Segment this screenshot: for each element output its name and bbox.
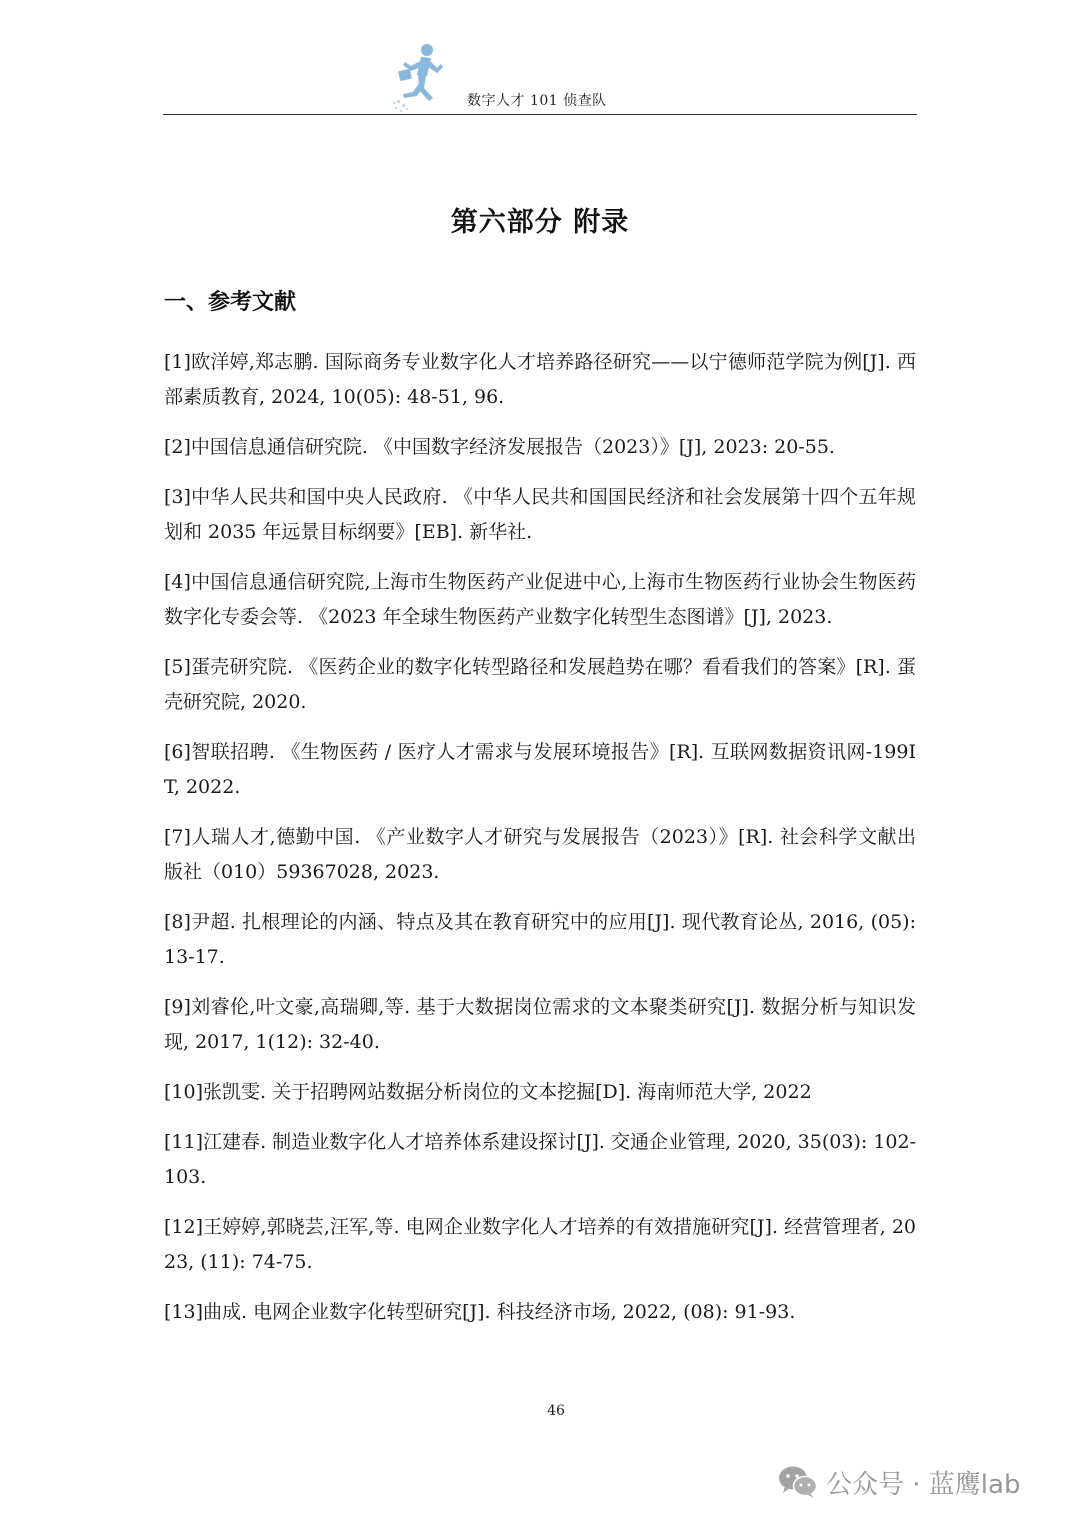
reference-item: [6]智联招聘. 《生物医药 / 医疗人才需求与发展环境报告》[R]. 互联网数据资讯网-199IT, 2022. (164, 741, 916, 798)
reference-item: [1]欧洋婷,郑志鹏. 国际商务专业数字化人才培养路径研究——以宁德师范学院为例[J]. 西部素质教育, 2024, 10(05): 48-51, 96. (164, 351, 916, 408)
reference-item: [7]人瑞人才,德勤中国. 《产业数字人才研究与发展报告（2023）》[R]. 社会科学文献出版社（010）59367028, 2023. (164, 826, 916, 883)
reference-item: [2]中国信息通信研究院. 《中国数字经济发展报告（2023）》[J], 2023: 20-55. (164, 436, 835, 458)
runner-icon (391, 42, 443, 114)
part-title: 第六部分 附录 (450, 207, 630, 238)
watermark (778, 1462, 1020, 1502)
reference-list (164, 345, 916, 1345)
page-number: 46 (547, 1403, 565, 1419)
reference-item: [8]尹超. 扎根理论的内涵、特点及其在教育研究中的应用[J]. 现代教育论丛, 2016, (05): 13-17. (164, 911, 916, 968)
reference-item: [13]曲成. 电网企业数字化转型研究[J]. 科技经济市场, 2022, (08): 91-93. (164, 1301, 796, 1323)
watermark-text: 公众号 · 蓝鹰lab (826, 1469, 1021, 1500)
reference-item: [4]中国信息通信研究院,上海市生物医药产业促进中心,上海市生物医药行业协会生物医药数字化专委会等. 《2023 年全球生物医药产业数字化转型生态图谱》[J], 2023. (164, 571, 916, 628)
reference-item: [10]张凯雯. 关于招聘网站数据分析岗位的文本挖掘[D]. 海南师范大学, 2022 (164, 1081, 812, 1103)
reference-item: [11]江建春. 制造业数字化人才培养体系建设探讨[J]. 交通企业管理, 2020, 35(03): 102-103. (164, 1131, 916, 1188)
wechat-icon (778, 1465, 818, 1499)
page-header (163, 40, 917, 116)
header-title: 数字人才 101 侦查队 (467, 93, 607, 109)
reference-item: [3]中华人民共和国中央人民政府. 《中华人民共和国国民经济和社会发展第十四个五年规划和 2035 年远景目标纲要》[EB]. 新华社. (164, 486, 916, 543)
section-title: 一、参考文献 (164, 290, 297, 315)
reference-item: [5]蛋壳研究院. 《医药企业的数字化转型路径和发展趋势在哪？看看我们的答案》[R]. 蛋壳研究院, 2020. (164, 656, 916, 713)
header-divider (163, 114, 917, 115)
reference-item: [12]王婷婷,郭晓芸,汪军,等. 电网企业数字化人才培养的有效措施研究[J]. 经营管理者, 2023, (11): 74-75. (164, 1216, 916, 1273)
reference-item: [9]刘睿伦,叶文豪,高瑞卿,等. 基于大数据岗位需求的文本聚类研究[J]. 数据分析与知识发现, 2017, 1(12): 32-40. (164, 996, 916, 1053)
